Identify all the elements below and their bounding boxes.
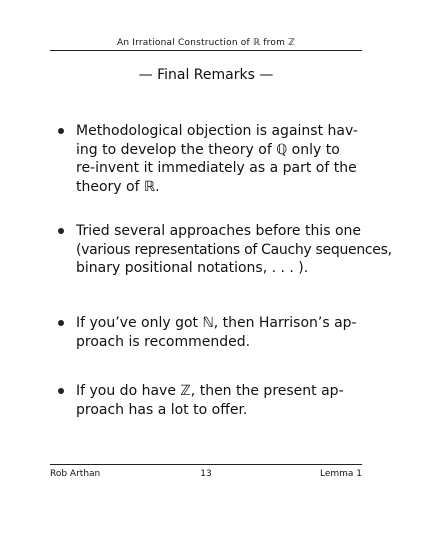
bullet-line: theory of ℝ. xyxy=(76,178,160,195)
bullet-dot-icon xyxy=(58,320,64,326)
bullet-line: Tried several approaches before this one xyxy=(76,223,361,239)
bullet-line: If you’ve only got ℕ, then Harrison’s ap- xyxy=(76,315,357,331)
bullet-line: If you do have ℤ, then the present ap- xyxy=(76,383,344,399)
bullet-line: proach is recommended. xyxy=(76,333,251,350)
bullet-line: (various representations of Cauchy sequences, xyxy=(76,241,392,258)
bullet-dot-icon xyxy=(58,388,64,394)
footer-author: Rob Arthan xyxy=(50,469,101,479)
bullet-dot-icon xyxy=(58,228,64,234)
bullet-item xyxy=(76,314,368,351)
bullet-line: ing to develop the theory of ℚ only to xyxy=(76,141,340,158)
bullet-line: proach has a lot to offer. xyxy=(76,401,248,418)
footer-page-number: 13 xyxy=(200,469,212,479)
bullet-item xyxy=(76,222,392,278)
running-header: An Irrational Construction of ℝ from ℤ xyxy=(116,38,296,48)
bullet-item xyxy=(76,122,368,196)
bullet-line: binary positional notations, . . . ). xyxy=(76,260,309,276)
footer-label: Lemma 1 xyxy=(319,469,362,479)
section-title: — Final Remarks — xyxy=(138,67,274,83)
bullet-line: Methodological objection is against hav- xyxy=(76,123,358,139)
bullet-dot-icon xyxy=(58,128,64,134)
bullet-item xyxy=(76,382,368,419)
footer-rule xyxy=(50,464,362,465)
header-rule xyxy=(50,50,362,51)
bullet-line: re-invent it immediately as a part of the xyxy=(76,160,357,176)
